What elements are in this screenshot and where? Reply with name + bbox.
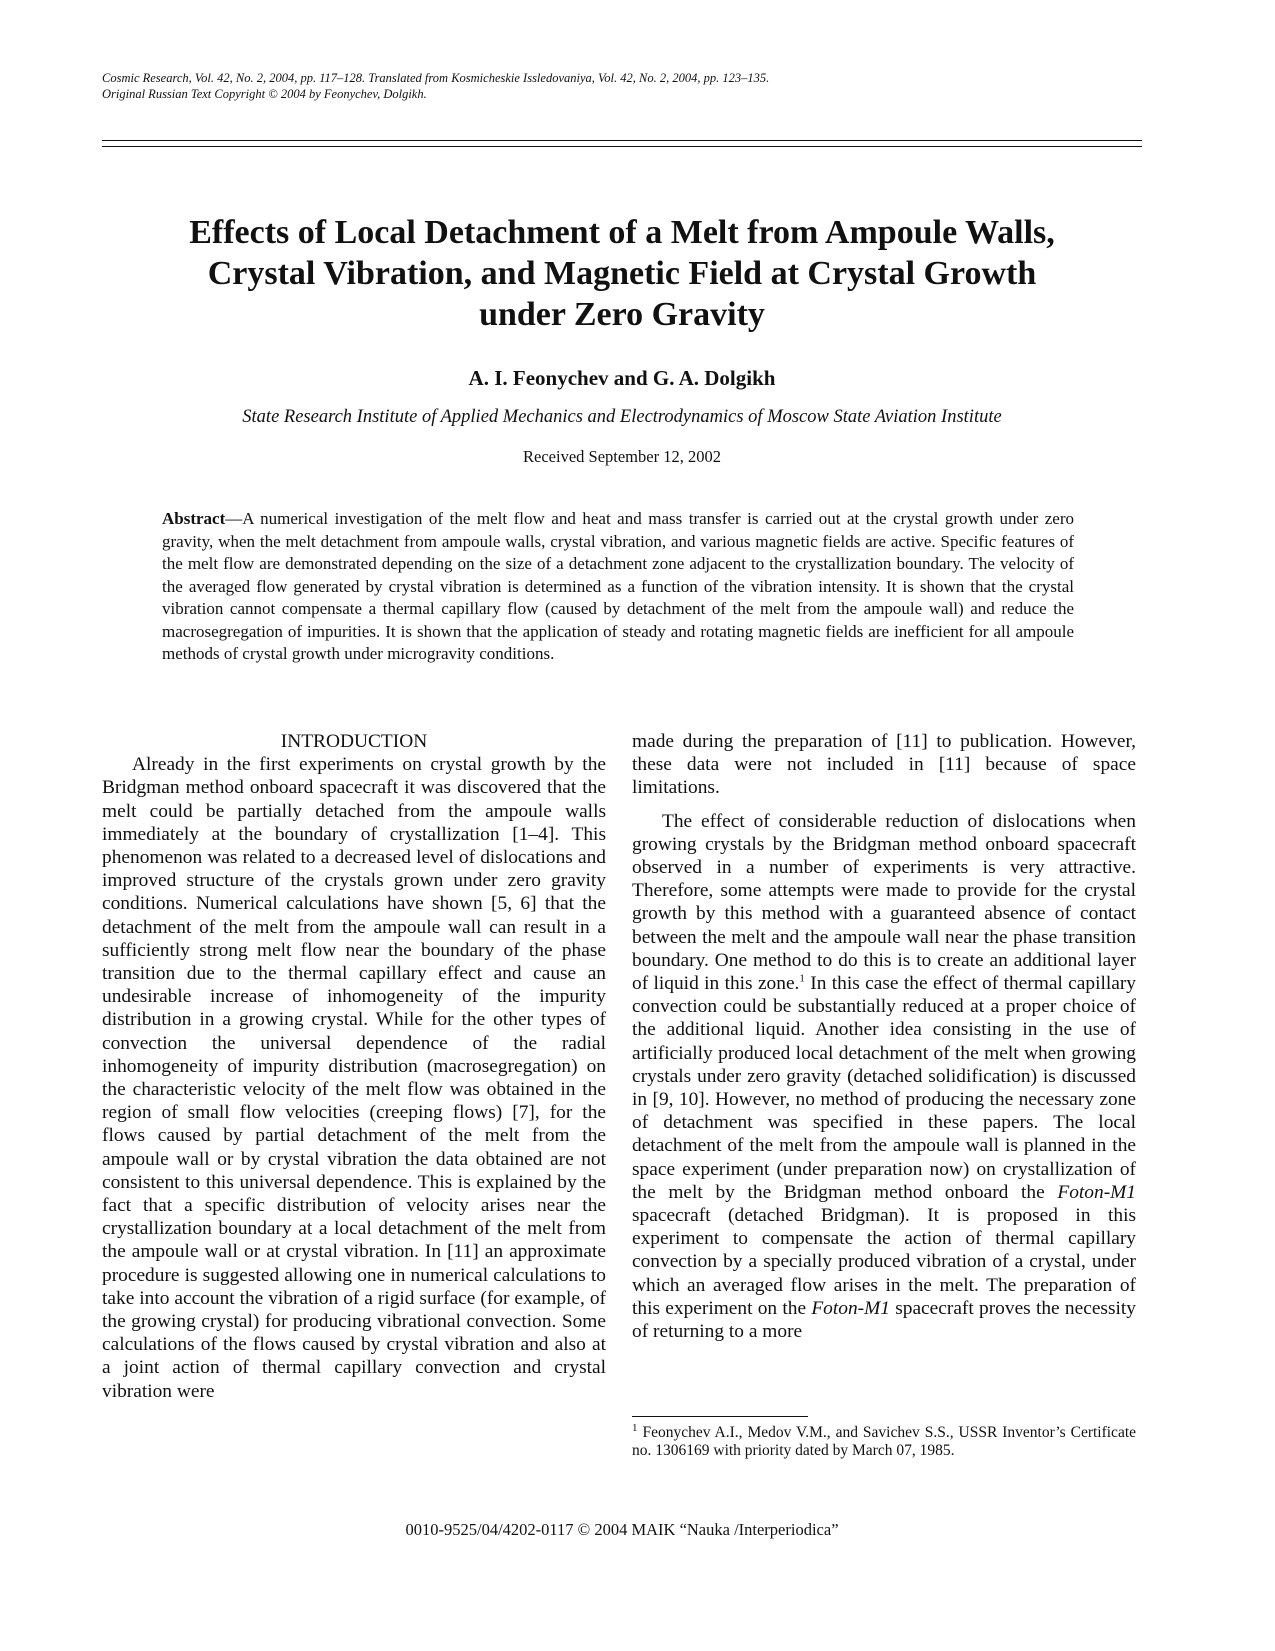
authors: A. I. Feonychev and G. A. Dolgikh [468,366,776,390]
journal-line-2: Original Russian Text Copyright © 2004 by Feonychev, Dolgikh. [102,87,427,101]
title-line-3: under Zero Gravity [479,296,765,333]
left-column [102,730,606,1403]
spacecraft-name-2: Foton-M1 [811,1297,890,1319]
journal-citation [102,70,1142,102]
abstract [162,508,1074,666]
header-rule-bottom [102,146,1142,147]
section-heading-introduction: INTRODUCTION [280,731,428,752]
paper-title [102,212,1142,335]
abstract-label: Abstract [162,509,226,528]
page-footer: 0010-9525/04/4202-0117 © 2004 MAIK “Nauka /Interperiodica” [405,1520,839,1539]
header-rule-top [102,140,1142,141]
title-line-2: Crystal Vibration, and Magnetic Field at Crystal Growth [207,255,1037,292]
footnote [632,1421,1137,1460]
abstract-text: —A numerical investigation of the melt flow and heat and mass transfer is carried out at the crystal growth under zero gravity, when the melt detachment from ampoule walls, crystal vibration, and various magnetic fields are active. Specific features of the melt flow are demonstrated depending on the size of a detachment zone adjacent to the crystallization boundary. The velocity of the averaged flow generated by crystal vibration is determined as a function of the vibration intensity. It is shown that the crystal vibration cannot compensate a thermal capillary flow (caused by detachment of the melt from the ampoule wall) and reduce the macrosegregation of impurities. It is shown that the application of steady and rotating magnetic fields are inefficient for all ampoule methods of crystal growth under microgravity conditions. [162,509,1074,663]
paragraph-intro-2: made during the preparation of [11] to publication. However, these data were not included in [11] because of space limitations. [632,731,1136,799]
footnote-number: 1 [632,1421,638,1434]
paragraph-intro-3 [632,810,1136,1344]
paragraph-intro-3-part-c: spacecraft (detached Bridgman). It is proposed in this experiment to compensate the action of thermal capillary convection by a specially produced vibration of a crystal, under which an averaged flow arises in the melt. The preparation of this experiment on the [632,1205,1136,1319]
paragraph-intro-3-part-a: The effect of considerable reduction of dislocations when growing crystals by the Bridgman method onboard spacecraft observed in a number of experiments is very attractive. Therefore, some attempts were made to provide for the crystal growth by this method with a guaranteed absence of contact between the melt and the ampoule wall near the phase transition boundary. One method to do this is to create an additional layer of liquid in this zone. [632,810,1136,995]
journal-line-1: Cosmic Research, Vol. 42, No. 2, 2004, pp. 117–128. Translated from Kosmicheskie Issledovaniya, Vol. 42, No. 2, 2004, pp. 123–135. [102,71,770,85]
footnote-rule [632,1416,808,1417]
received-date: Received September 12, 2002 [523,447,721,466]
affiliation: State Research Institute of Applied Mechanics and Electrodynamics of Moscow State Aviation Institute [242,407,1002,427]
footnote-reference[interactable]: 1 [799,972,805,985]
paragraph-intro-1: Already in the first experiments on crystal growth by the Bridgman method onboard spacecraft it was discovered that the melt could be partially detached from the ampoule walls immediately at the boundary of crystallization [1–4]. This phenomenon was related to a decreased level of dislocations and improved structure of the crystals grown under zero gravity conditions. Numerical calculations have shown [5, 6] that the detachment of the melt from the ampoule wall can result in a sufficiently strong melt flow near the boundary of the phase transition due to the thermal capillary effect and cause an undesirable increase of inhomogeneity of the impurity distribution in a growing crystal. While for the other types of convection the universal dependence of the radial inhomogeneity of impurity distribution (macrosegregation) on the characteristic velocity of the melt flow was obtained in the region of small flow velocities (creeping flows) [7], for the flows caused by partial detachment of the melt from the ampoule wall or by crystal vibration the data obtained are not consistent to this universal dependence. This is explained by the fact that a specific distribution of velocity arises near the crystallization boundary at a local detachment of the melt from the ampoule wall or at crystal vibration. In [11] an approximate procedure is suggested allowing one in numerical calculations to take into account the vibration of a rigid surface (for example, of the growing crystal) for producing vibrational convection. Some calculations of the flows caused by crystal vibration and also at a joint action of thermal capillary convection and crystal vibration were [102,754,606,1402]
paragraph-intro-3-part-b: In this case the effect of thermal capillary convection could be substantially reduced at a proper choice of the additional liquid. Another idea consisting in the use of artificially produced local detachment of the melt when growing crystals under zero gravity (detached solidification) is discussed in [9, 10]. However, no method of producing the necessary zone of detachment was specified in these papers. The local detachment of the melt from the ampoule wall is planned in the space experiment (under preparation now) on crystallization of the melt by the Bridgman method onboard the [632,973,1137,1203]
paragraph-intro-3-part-d: spacecraft proves the necessity of returning to a more [632,1297,1136,1343]
spacecraft-name: Foton-M1 [1057,1181,1136,1203]
right-column [632,730,1136,1343]
title-line-1: Effects of Local Detachment of a Melt from Ampoule Walls, [189,214,1055,251]
footnote-text: Feonychev A.I., Medov V.M., and Savichev S.S., USSR Inventor’s Certificate no. 1306169 with priority dated by March 07, 1985. [632,1424,1137,1459]
